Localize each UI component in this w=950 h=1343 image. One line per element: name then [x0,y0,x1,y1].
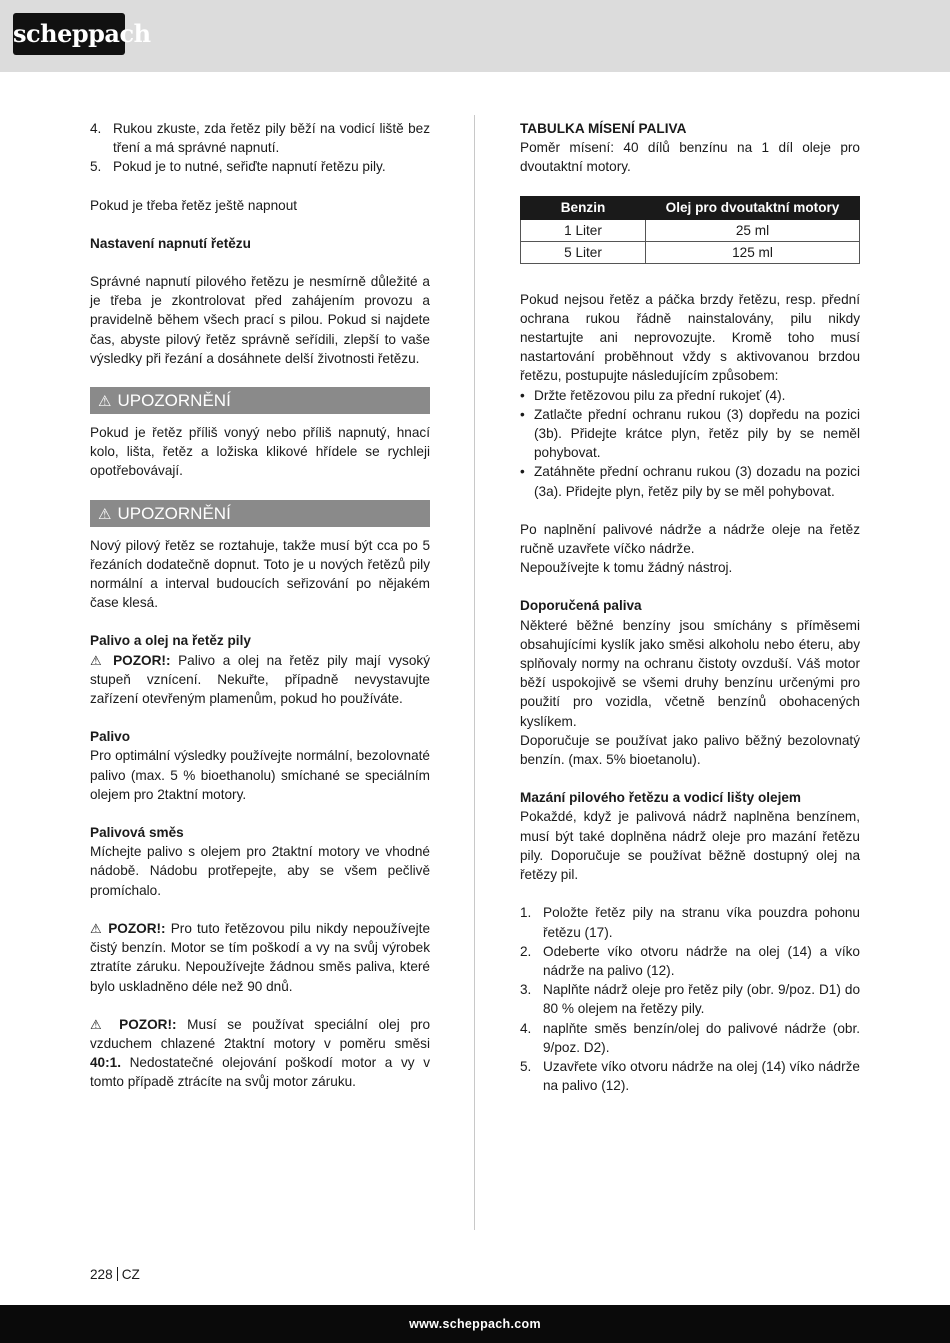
brake-text: Pokud nejsou řetěz a páčka brzdy řetězu, resp. přední ochrana rukou řádně nainstalovány, pilu nikdy nestartujte ani neprovozujte. Kromě toho musí nastartování proběhnout vždy s aktivovanou brzdou řetězu, postupujte následujícím způsobem: [520,291,860,384]
footer-separator [117,1267,118,1281]
page-number: 228 [90,1267,113,1282]
warning-icon: ⚠ [90,1016,109,1032]
list-item: 4. Rukou zkuste, zda řetěz pily běží na vodicí liště bez tření a má správné napnutí. [90,121,430,156]
column-divider [474,115,475,1230]
table-cell: 1 Liter [521,219,646,241]
top-bar [0,0,950,72]
no-tool-text: Nepoužívejte k tomu žádný nástroj. [520,560,733,576]
table-header-row [521,196,860,219]
lube-text: Pokaždé, když je palivová nádrž naplněna benzínem, musí být také doplněna nádrž oleje pro mazání řetězu pily. Doporučuje se používat běžně dostupný olej na řetězy pil. [520,809,860,883]
table-cell: 125 ml [646,241,860,263]
mix-heading: Palivová směs [90,825,184,841]
list-item: • Zatáhněte přední ochranu rukou (3) dozadu na pozici (3a). Přidejte plyn, řetěz pily by se měl pohybovat. [520,464,860,499]
table-cell: 25 ml [646,219,860,241]
lube-heading: Mazání pilového řetězu a vodicí lišty olejem [520,790,802,806]
table-header: Olej pro dvoutaktní motory [646,196,860,219]
list-item: 5. Pokud je to nutné, seřiďte napnutí řetězu pily. [90,159,386,175]
scheppach-logo: scheppach [13,13,125,55]
right-column [520,119,860,1095]
warning-banner-2: ⚠ UPOZORNĚNÍ [90,500,430,527]
fuel-text: Pro optimální výsledky používejte normální, bezolovnaté palivo (max. 5 % bioethanolu) smíchané se speciálním olejem pro 2taktní motory. [90,748,430,802]
warning-icon: ⚠ [90,920,104,936]
table-header: Benzin [521,196,646,219]
tension-note: Pokud je třeba řetěz ještě napnout [90,197,298,213]
bottom-bar [0,1305,950,1343]
table-row [521,241,860,263]
page-footer-number [90,1265,140,1284]
recommended-heading: Doporučená paliva [520,598,642,614]
caution-text-2: ⚠ POZOR!: Pro tuto řetězovou pilu nikdy nepoužívejte čistý benzín. Motor se tím poškodí a vy na svůj výrobek ztratíte záruku. Nepoužívejte žádnou směs paliva, které bylo uskladněno déle než 90 dnů. [90,920,430,994]
warning-icon: ⚠ [90,652,106,668]
list-item: 1. Položte řetěz pily na stranu víka pouzdra pohonu řetězu (17). [520,905,860,940]
mix-ratio-text: Poměr mísení: 40 dílů benzínu na 1 díl oleje pro dvoutaktní motory. [520,140,860,175]
table-heading: TABULKA MÍSENÍ PALIVA [520,121,687,136]
warning-icon: ⚠ [98,505,112,523]
page-language: CZ [121,1267,140,1282]
warning-banner-1: ⚠ UPOZORNĚNÍ [90,387,430,414]
caution-text-3: ⚠ POZOR!: Musí se používat speciální olej pro vzduchem chlazené 2taktní motory v poměru směsi 40:1. Nedostatečné olejování poškodí motor a vy v tomto případě ztrácíte na svůj motor záruku. [90,1016,431,1090]
list-item: • Zatlačte přední ochranu rukou (3) dopředu na pozici (3b). Přidejte krátce plyn, řetěz pily by se neměl pohybovat. [520,406,860,461]
table-row [521,219,860,241]
warning2-text: Nový pilový řetěz se roztahuje, takže musí být cca po 5 řezáních dodatečně dopnut. Toto je u nových řetězů pily normální a interval budoucích seřizování po nějakém čase klesá. [90,537,430,611]
fuel-oil-heading: Palivo a olej na řetěz pily [90,633,251,649]
fill-text: Po naplnění palivové nádrže a nádrže oleje na řetěz ručně uzavřete víčko nádrže. [520,521,860,557]
fuel-heading: Palivo [90,729,131,745]
lube-steps [520,903,860,1095]
left-column [90,119,430,1092]
warning1-text: Pokud je řetěz příliš vonyý nebo příliš napnutý, hnací kolo, lišta, řetěz a ložiska klikové hřídele se rychleji opotřebovávají. [90,425,430,479]
mix-text: Míchejte palivo s olejem pro 2taktní motory ve vhodné nádobě. Nádobu protřepejte, aby se všem pečlivě promíchalo. [90,844,430,898]
website-link[interactable]: www.scheppach.com [409,1317,541,1331]
table-cell: 5 Liter [521,241,646,263]
list-item: • Držte řetězovou pilu za přední rukojeť (4). [520,387,786,403]
list-item: 5. Uzavřete víko otvoru nádrže na olej (14) víko nádrže na palivo (12). [520,1058,860,1094]
recommended-text-2: Doporučuje se používat jako palivo běžný bezolovnatý benzín. (max. 5% bioetanolu). [520,732,860,768]
tension-text: Správné napnutí pilového řetězu je nesmírně důležité a je třeba je zkontrolovat před zahájením provozu a pravidelně během všech prací s pilou. Pokud si najdete čas, abyste pilový řetěz správně seřídili, zlepší to vaše výsledky při řezání a dosáhnete delší životnosti řetězu. [90,274,430,366]
fuel-oil-text: ⚠ POZOR!: Palivo a olej na řetěz pily mají vysoký stupeň vznícení. Nekuřte, případně nevystavujte zařízení otevřeným plamenům, pokud ho používáte. [90,652,430,707]
list-item: 2. Odeberte víko otvoru nádrže na olej (14) a víko nádrže na palivo (12). [520,943,860,978]
fuel-mix-table [520,196,860,264]
steps-list-top [90,119,430,177]
warning-icon: ⚠ [98,393,112,411]
list-item: 3. Naplňte nádrž oleje pro řetěz pily (obr. 9/poz. D1) do 80 % olejem na řetězy pily. [520,982,860,1017]
brake-steps [520,386,860,501]
list-item: 4. naplňte směs benzín/olej do palivové nádrže (obr. 9/poz. D2). [520,1020,860,1055]
tension-heading: Nastavení napnutí řetězu [90,235,251,251]
recommended-text: Některé běžné benzíny jsou smíchány s příměsemi obsahujícími kyslík jako směsi alkoholu nebo éteru, aby splňovaly normy na ochranu čistoty ovzduší. Váš motor běží uspokojivě se všemi druhy benzínu určenými pro použití pro vozidla, včetně benzínů obohacených kyslíkem. [520,617,860,729]
